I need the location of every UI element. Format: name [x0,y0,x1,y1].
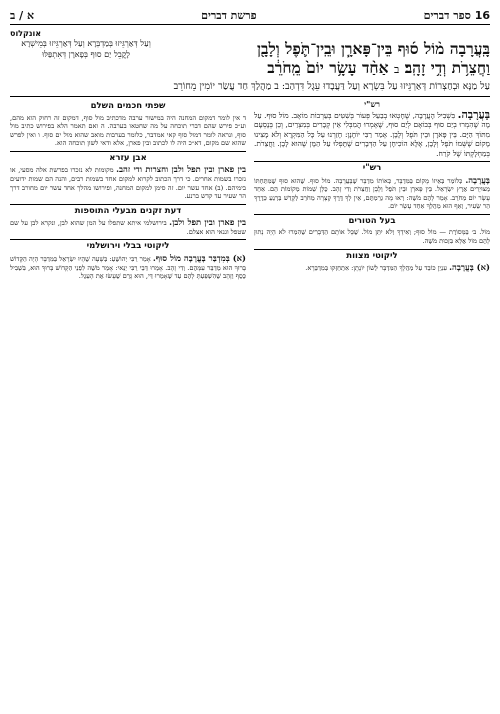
tosafot-lead: בין פארן ובין תפל ולבן. [169,217,246,228]
tosafot-block [10,218,246,236]
likutei-block [254,263,490,273]
verse-number: ב [393,63,400,76]
page-number: 16 [474,8,490,22]
verse-line-1: בָּֽעֲרָבָה מ֨וֹל ס֜וּף בֵּין־פָּארָ֧ן וּבֵֽין־תֹּ֛פֶל וְלָבָ֖ן [257,39,490,58]
verse-line-2b: אַחַ֨ד עָשָׂ֥ר יוֹם֙ מֵֽחֹרֵ֔ב [267,58,389,77]
tosafot-heading: דעת זקנים מבעלי התוספות [10,204,246,217]
likutei-lead: (א) בָּעֲרָבָה. [449,262,490,273]
onkelos-box [10,27,150,62]
left-column [10,100,246,281]
rashi2-lead: בָּעֲרָבָה. [465,174,490,185]
bavli-block [10,254,246,281]
bavli-heading: ליקוטי בבלי וירושלמי [10,239,246,252]
rashi-lead: בָּעֲרָבָה. [457,107,490,121]
chapter-verse: א / ב [10,8,35,22]
targum-translation: עַל מַנָּא וּבְחַצְרוֹת דְּאַרְגֵּיזוּ עַל בִּשְׂרָא וְעַל דַּעֲבָדוּ עֵגֶל דִּדְהַב: ב מַהֲלַךְ חַד עֲשַׂר יוֹמִין מֵחוֹרֵב [10,81,490,97]
bavli-text: אָמַר רַבִּי יְהוֹשֻׁעַ: בְּשָׁעָה שֶׁהָיוּ יִשְׂרָאֵל בַּמִּדְבָּר הָיָה הַקָּדוֹשׁ בָּרוּךְ הוּא מְדַבֵּר עִמָּהֶם. וְדִי זָהָב. אָמְרוּ דְּבֵי רַבִּי יַנַּאי: אָמַר מֹשֶׁה לִפְנֵי הַקָּדוֹשׁ בָּרוּךְ הוּא, בִּשְׁבִיל כֶּסֶף וְזָהָב שֶׁהִשְׁפַּעְתָּ לָהֶם עַד שֶׁאָמְרוּ דַּי, הוּא גָּרַם שֶׁעָשׂוּ אֶת הָעֵגֶל. [10,254,246,281]
baal-turim-text: מוֹל. ב׳ בַּמָּסוֹרֶת — מוֹל סוּף; וְאִידָךְ וְלֹא יִתֵּן מוֹל. שֶׁכָּל אוֹתָם הַדְּבָרִים שֶׁהִמְרוּ לֹא הָיָה נָתוּן לָהֶם מוֹל אֶלָּא בִּזְכוּת מֹשֶׁה. [254,228,490,245]
rashi-block [254,107,490,159]
rashi2-heading: רש"י [254,161,490,174]
ibn-ezra-text: מקומות לא נזכרו בפרשת אלה מסעי, או נזכרו בשמות אחרים. כי דרך הכתוב לקרוא למקום אחד בשמות רבים, והנה הם שמות ידועים בימיהם. (ב) אחד עשר יום. זה סימן למקום המחנה, ופירושו מהלך אחד עשר יום מחורב דרך הר שעיר עד קדש ברנע. [10,166,246,201]
page-number-book [424,9,490,22]
parsha-title: פרשת דברים [201,8,257,22]
right-column [254,100,490,281]
siftei-heading: שפתי חכמים השלם [90,101,166,111]
baal-turim-heading: בעל הטורים [254,214,490,227]
book-title: ספר דברים [423,8,471,22]
onkelos-title: אונקלוס [10,29,42,38]
onkelos-text: וְעַל דְּאַרְגֵּיזוּ בְּמַדְבְּרָא וְעַל דְּאַרְגֵּיזוּ בְּמֵישְׁרָא לָקֳבֵל יַם סוּף בְּפָארָן דְּאִתְפַּלּוּ [21,38,151,59]
likutei-heading: ליקוטי מצוות [254,249,490,262]
commentary-columns [10,100,490,281]
rashi-heading: רש"י [364,100,380,109]
verse-line-2a: וַחֲצֵרֹ֥ת וְדִ֥י זָהָֽב׃ [404,58,490,77]
likutei-text: עִנְיַן כּוֹבֵד עַל מַהֲלָךְ הַמִּדְבָּר לְשׁוֹן יוֹנָתָן: אִתְחַזְּקוּ בְּמִדְבְּרָא. [305,264,447,273]
rashi2-block [254,176,490,211]
page-header [10,6,490,25]
rashi2-text: כְּלוֹמַר בְּאֵיזוֹ מָקוֹם בַּמִּדְבָּר, כְּאוֹתוֹ מִדְבָּר שֶׁבָּעֲרָבָה. מוֹל סוּף. שֶׁהוּא סוּף שֶׁמִּתַּחְתּוֹ מְצוּיָרִים אֶרֶץ יִשְׂרָאֵל. בֵּין פָּארָן וּבֵין תֹּפֶל וְלָבָן וַחֲצֵרֹת וְדִי זָהָב. כֻּלָּן שְׁמוֹת מְקוֹמוֹת הֵם. אַחַד עָשָׂר יוֹם מֵחֹרֵב. אָמַר לָהֶם מֹשֶׁה: רְאוּ מָה גְרַמְתֶּם, אֵין לְךָ דֶּרֶךְ קְצָרָה מֵחֹרֵב לְקָדֵשׁ בַּרְנֵעַ כְּדֶרֶךְ הַר שֵׂעִיר, וְאַף הוּא מַהֲלַךְ אַחַד עָשָׂר יוֹם. [254,176,490,211]
bavli-lead: (א) בְּמִדְבַּר בָּעֲרָבָה מוֹל סוּף. [152,252,246,263]
ibn-ezra-lead: בין פארן ובין תפל ולבן וחצרות ודי זהב. [116,164,246,175]
ibn-ezra-block [10,165,246,200]
siftei-text: ד אין לומר דמקום המחנה היה במישור ערבה מדכתיב מול סוף, דמקום זה רחוק הוא מהם, וע״כ פירש שהם דברי תוכחה על מה שחטאו בערבה. ה ואם תאמר הלא בפירוש כתיב מול סוף, ונראה לומר דמול סוף קאי אמדבר, כלומר בערבות מואב שהוא מול ים סוף. ו ואין לפרש שהוא שם מקום, דא״כ היה לו לכתוב ובין פארן, אלא ודאי לשון תוכחה הוא. [10,113,246,148]
tosafot-text: בירושלמי איתא שתפלו על המן שהוא לבן, ונקרא לבן על שם שטפל וגנאי הוא אצלם. [10,219,246,236]
rashi-text: בִּשְׁבִיל הָעֲרָבָה, שֶׁחָטְאוּ בְבַעַל פְּעוֹר בְּשִׁטִּים בְּעַרְבוֹת מוֹאָב. מוֹל סוּף. עַל מָה שֶׁהִמְרוּ בְיַם סוּף בְּבוֹאָם לְיַם סוּף, שֶׁאָמְרוּ הֲמִבְּלִי אֵין קְבָרִים בְּמִצְרַיִם, וְכֵן בְּנָסְעָם מִתּוֹךְ הַיָּם. בֵּין פָּארָן וּבֵין תֹּפֶל וְלָבָן. אָמַר רַבִּי יוֹחָנָן: חָזַרְנוּ עַל כָּל הַמִּקְרָא וְלֹא מָצִינוּ מָקוֹם שֶׁשְּׁמוֹ תֹּפֶל וְלָבָן, אֶלָּא הוֹכִיחָן עַל הַדְּבָרִים שֶׁתָּפְלוּ עַל הַמָּן שֶׁהוּא לָבָן. וַחֲצֵרֹת. בְּמַחְלָקְתּוֹ שֶׁל קֹרַח. [254,110,490,158]
ibn-ezra-heading: אבן עזרא [10,151,246,164]
